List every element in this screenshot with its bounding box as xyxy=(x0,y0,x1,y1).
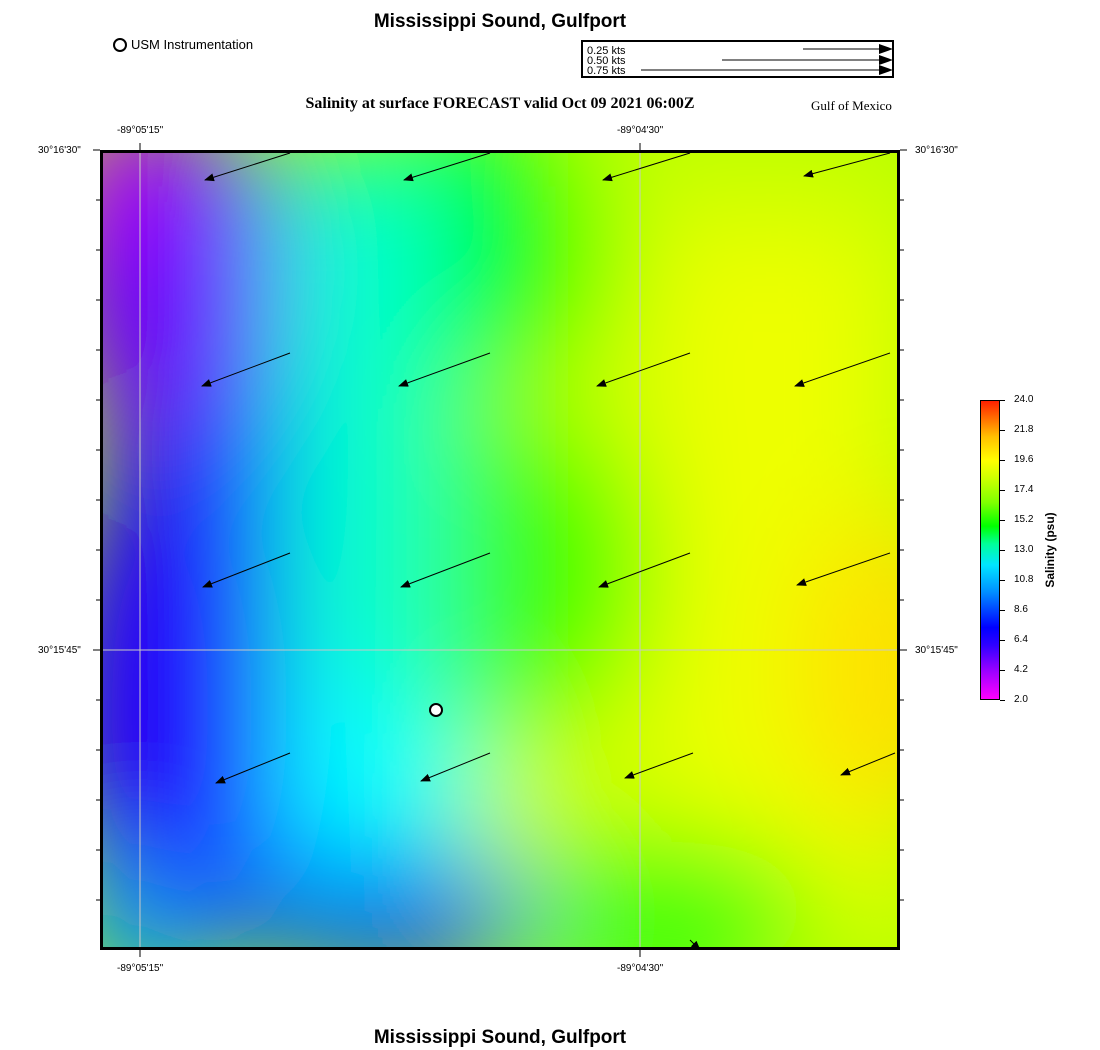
x-tick-top-1: -89°05'15" xyxy=(117,125,164,136)
colorbar-tick-mark xyxy=(1000,670,1005,671)
colorbar-tick-label: 21.8 xyxy=(1014,424,1034,435)
scale-label-075: 0.75 kts xyxy=(587,65,626,77)
colorbar-tick-label: 10.8 xyxy=(1014,574,1034,585)
colorbar-tick-mark xyxy=(1000,490,1005,491)
x-tick-top-2: -89°04'30" xyxy=(617,125,664,136)
station-legend-label: USM Instrumentation xyxy=(131,37,254,52)
colorbar-tick-label: 17.4 xyxy=(1014,484,1034,495)
colorbar-tick-label: 13.0 xyxy=(1014,544,1034,555)
colorbar-tick-label: 19.6 xyxy=(1014,454,1034,465)
colorbar-tick-label: 8.6 xyxy=(1014,604,1028,615)
colorbar-tick-mark xyxy=(1000,430,1005,431)
colorbar-tick-label: 24.0 xyxy=(1014,394,1034,405)
map-title-bottom: Mississippi Sound, Gulfport xyxy=(373,1027,627,1048)
y-tick-left-2: 30°15'45" xyxy=(38,645,81,656)
scale-label-050: 0.50 kts xyxy=(587,55,626,67)
colorbar-tick-label: 4.2 xyxy=(1014,664,1028,675)
y-tick-right-2: 30°15'45" xyxy=(915,645,958,656)
colorbar-tick-mark xyxy=(1000,640,1005,641)
colorbar-title: Salinity (psu) xyxy=(1043,512,1057,588)
forecast-subtitle: Salinity at surface FORECAST valid Oct 09 2021 06:00Z xyxy=(305,95,695,112)
colorbar-tick-mark xyxy=(1000,460,1005,461)
colorbar-tick-label: 2.0 xyxy=(1014,694,1028,705)
colorbar-tick-mark xyxy=(1000,580,1005,581)
colorbar-tick-label: 6.4 xyxy=(1014,634,1028,645)
x-tick-bottom-2: -89°04'30" xyxy=(617,963,664,974)
salinity-colorbar xyxy=(980,400,1000,700)
colorbar-tick-mark xyxy=(1000,520,1005,521)
colorbar-tick-mark xyxy=(1000,550,1005,551)
region-label: Gulf of Mexico xyxy=(811,98,892,113)
y-tick-left-1: 30°16'30" xyxy=(38,145,81,156)
colorbar-tick-mark xyxy=(1000,400,1005,401)
y-tick-right-1: 30°16'30" xyxy=(915,145,958,156)
map-title: Mississippi Sound, Gulfport xyxy=(373,11,627,32)
colorbar-tick-mark xyxy=(1000,610,1005,611)
colorbar-tick-label: 15.2 xyxy=(1014,514,1034,525)
x-tick-bottom-1: -89°05'15" xyxy=(117,963,164,974)
colorbar-tick-mark xyxy=(1000,700,1005,701)
scale-label-025: 0.25 kts xyxy=(587,45,626,57)
